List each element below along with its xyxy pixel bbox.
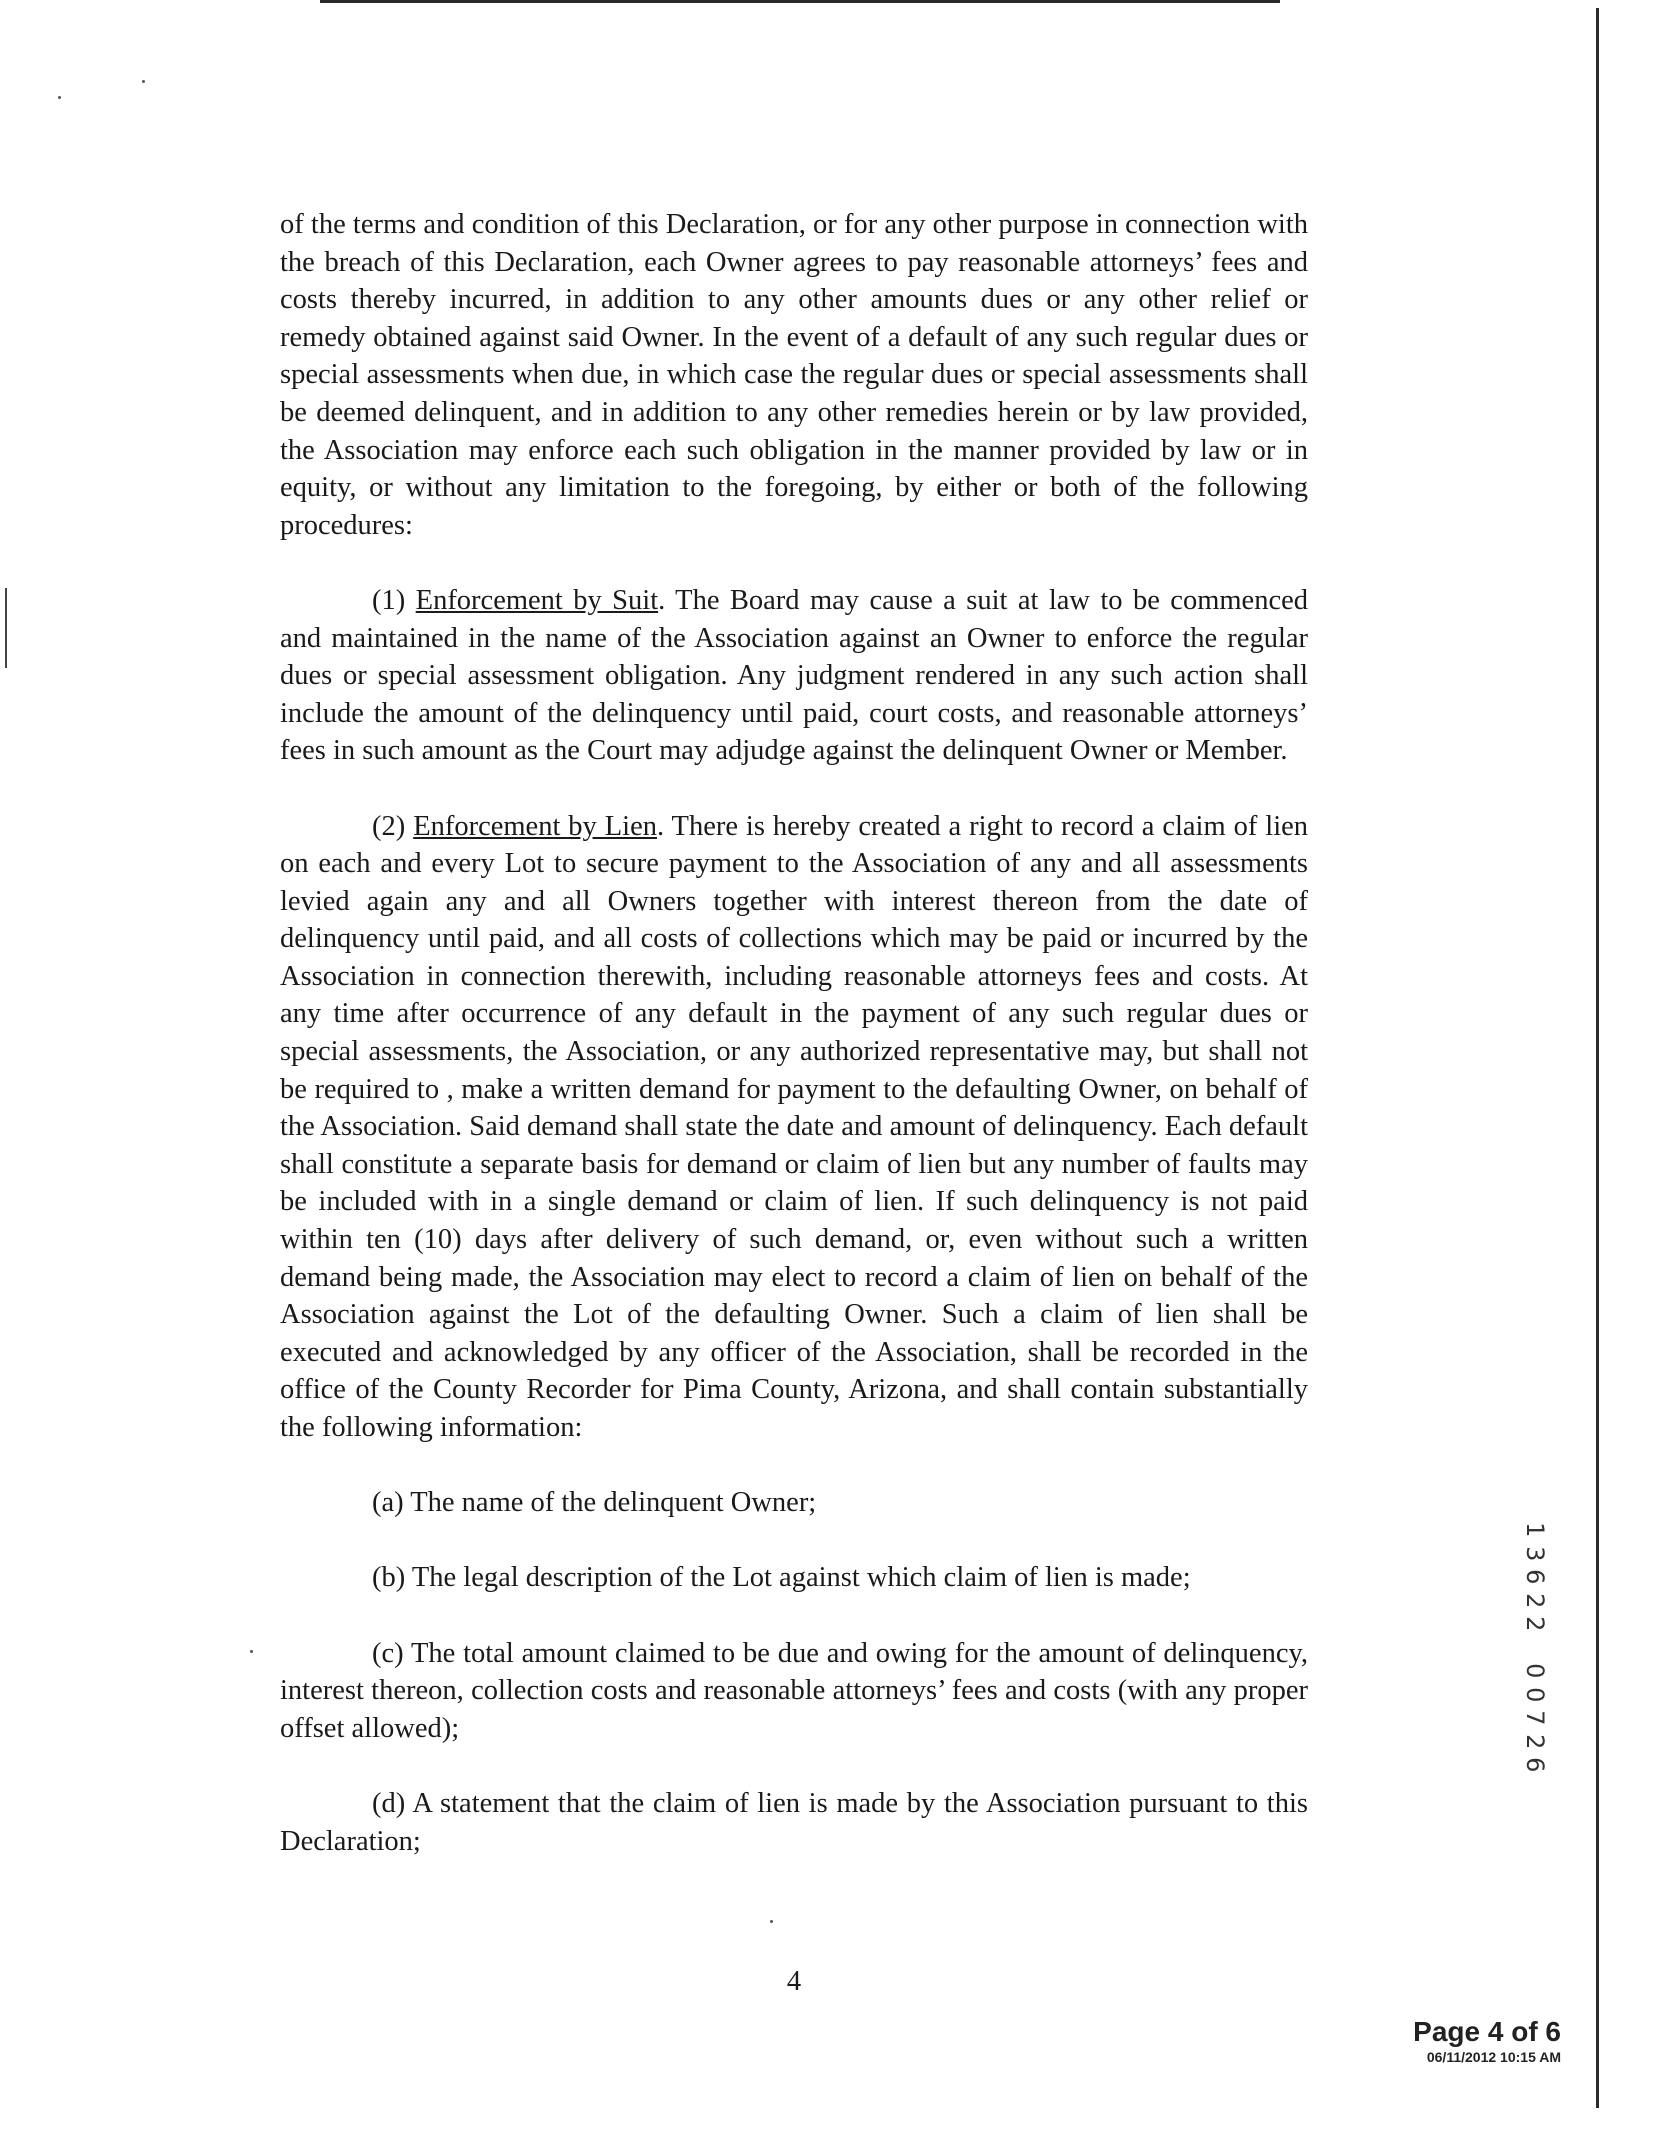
scan-edge-right: [1596, 8, 1599, 2108]
scan-speck: [58, 96, 61, 99]
stamp-glyph: 2: [1520, 1733, 1549, 1749]
scan-speck: [142, 80, 145, 83]
lien-item-a: (a) The name of the delinquent Owner;: [372, 1487, 817, 1519]
document-body: [280, 206, 1308, 1860]
section-number: (2): [372, 810, 406, 842]
section-enforcement-by-suit: [280, 582, 1308, 770]
stamp-glyph: 7: [1520, 1710, 1549, 1726]
section-heading: Enforcement by Lien: [413, 810, 657, 842]
lien-item-b: (b) The legal description of the Lot against which claim of lien is made;: [372, 1562, 1191, 1594]
stamp-glyph: 1: [1520, 1522, 1549, 1538]
section-text: . The Board may cause a suit at law to be commenced and maintained in the name of the Association against an Owner to enforce the regular dues or special assessment obligation. Any judgment rendered in any such action shall include the amount of the delinquency until paid, court costs, and reasonable attorneys’ fees in such amount as the Court may adjudge against the delinquent Owner or Member.: [280, 584, 1308, 767]
stamp-glyph: 6: [1520, 1569, 1549, 1585]
section-number: (1): [372, 584, 406, 616]
scan-edge-top: [320, 0, 1280, 3]
scan-mark-left: [5, 588, 7, 668]
section-enforcement-by-lien: [280, 808, 1308, 1447]
recording-number-stamp: [1512, 1518, 1556, 1777]
scan-speck: [770, 1920, 773, 1923]
recording-timestamp: 06/11/2012 10:15 AM: [1426, 2049, 1561, 2065]
stamp-glyph: 2: [1520, 1616, 1549, 1632]
lien-item-c: (c) The total amount claimed to be due and owing for the amount of delinquency, interest thereon, collection costs and reasonable attorneys’ fees and costs (with any proper offset allowed);: [280, 1637, 1308, 1744]
page-number: 4: [786, 1966, 802, 1997]
stamp-glyph: 6: [1520, 1757, 1549, 1773]
page-count-label: Page 4 of 6: [1413, 2016, 1561, 2047]
section-text: . There is hereby created a right to record a claim of lien on each and every Lot to secure payment to the Association of any and all assessments levied again any and all Owners together with interest thereon from the date of delinquency until paid, and all costs of collections which may be paid or incurred by the Association in connection therewith, including reasonable attorneys fees and costs. At any time after occurrence of any default in the payment of any such regular dues or special assessments, the Association, or any authorized representative may, but shall not be required to , make a written demand for payment to the defaulting Owner, on behalf of the Association. Said demand shall state the date and amount of delinquency. Each default shall constitute a separate basis for demand or claim of lien but any number of faults may be included with in a single demand or claim of lien. If such delinquency is not paid within ten (10) days after delivery of such demand, or, even without such a written demand being made, the Association may elect to record a claim of lien on behalf of the Association against the Lot of the defaulting Owner. Such a claim of lien shall be executed and acknowledged by any officer of the Association, shall be recorded in the office of the County Recorder for Pima County, Arizona, and shall contain substantially the following information:: [280, 810, 1309, 1443]
stamp-glyph: 0: [1520, 1663, 1549, 1679]
lien-item-d: (d) A statement that the claim of lien is made by the Association pursuant to this Declaration;: [280, 1787, 1308, 1857]
stamp-glyph: 0: [1520, 1686, 1549, 1702]
page-footer: [1413, 2016, 1561, 2066]
scan-speck: [250, 1650, 253, 1653]
section-heading: Enforcement by Suit: [415, 584, 659, 616]
stamp-glyph: 2: [1520, 1592, 1549, 1608]
intro-paragraph: of the terms and condition of this Declaration, or for any other purpose in connection with the breach of this Declaration, each Owner agrees to pay reasonable attorneys’ fees and costs thereby incurred, in addition to any other amounts dues or any other relief or remedy obtained against said Owner. In the event of a default of any such regular dues or special assessments when due, in which case the regular dues or special assessments shall be deemed delinquent, and in addition to any other remedies herein or by law provided, the Association may enforce each such obligation in the manner provided by law or in equity, or without any limitation to the foregoing, by either or both of the following procedures:: [280, 209, 1308, 541]
stamp-glyph: 3: [1520, 1545, 1549, 1561]
